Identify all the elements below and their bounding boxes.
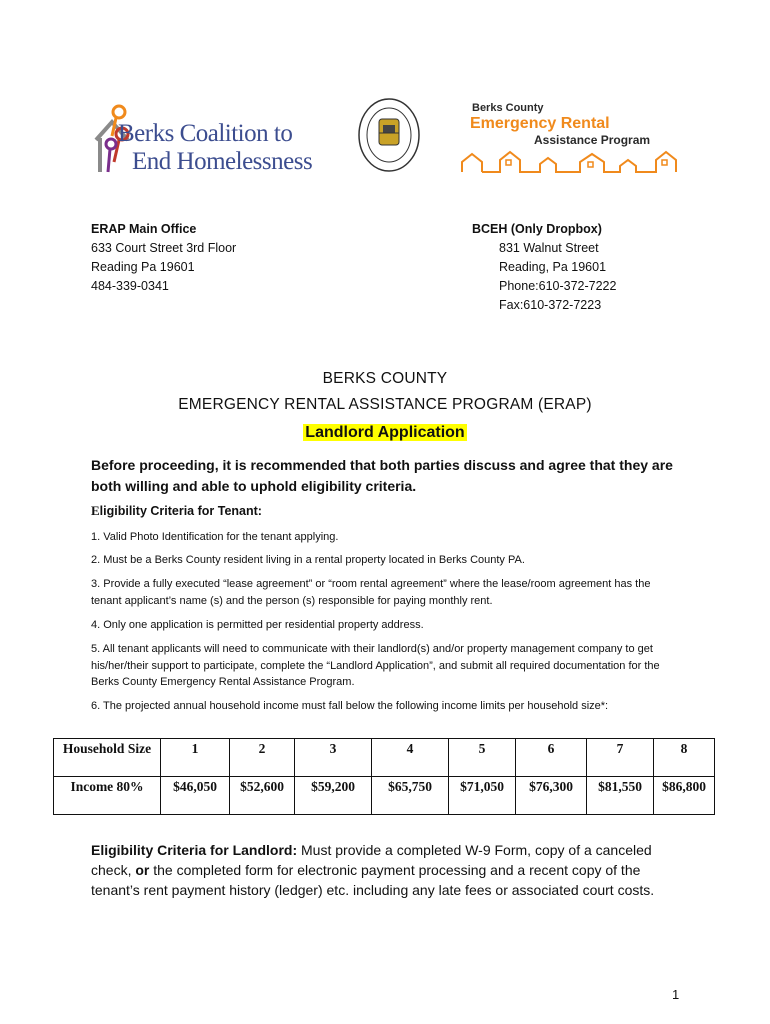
size-cell: 1: [161, 739, 230, 777]
form-title-text: Landlord Application: [305, 424, 465, 441]
form-title: [0, 424, 770, 442]
office-street: 633 Court Street 3rd Floor: [91, 241, 237, 255]
size-cell: 3: [295, 739, 372, 777]
income-limit-cell: $81,550: [587, 777, 654, 815]
intro-paragraph: Before proceeding, it is recommended that both parties discuss and agree that they are both willing and able to uphold eligibility criteria.: [91, 457, 673, 494]
tenant-criteria-heading-rest: ligibility Criteria for Tenant:: [99, 504, 262, 518]
size-cell: 4: [372, 739, 449, 777]
criteria-item-4: 4. Only one application is permitted per residential property address.: [91, 619, 424, 631]
page-number: 1: [672, 987, 680, 1002]
bceh-logo: [92, 100, 313, 180]
bceh-logo-line1: Berks Coalition to: [118, 120, 293, 147]
berks-county-seal: [357, 97, 421, 173]
landlord-criteria-text-b: the completed form for electronic payment processing and a recent copy of the tenant’s rent payment history (ledger) etc. including any late fees or associated court costs.: [91, 862, 655, 898]
income-limit-cell: $52,600: [230, 777, 295, 815]
dropbox-heading: BCEH (Only Dropbox): [472, 222, 602, 236]
landlord-criteria-paragraph: [91, 840, 691, 900]
income-limit-cell: $71,050: [449, 777, 516, 815]
county-seal-icon: [357, 97, 421, 173]
criteria-item-5: 5. All tenant applicants will need to communicate with their landlord(s) and/or property management company to get his/her/their support to participate, complete the “Landlord Application”, and submit all required documentation for the Berks County Emergency Rental Assistance Program.: [91, 643, 660, 688]
income-limit-cell: $65,750: [372, 777, 449, 815]
bceh-logo-line2: End Homelessness: [132, 148, 313, 175]
erap-logo-line3: Assistance Program: [534, 133, 651, 147]
size-cell: 7: [587, 739, 654, 777]
erap-logo-line1: Berks County: [472, 102, 544, 114]
size-cell: 6: [516, 739, 587, 777]
income-limit-cell: $76,300: [516, 777, 587, 815]
county-title: BERKS COUNTY: [322, 370, 448, 387]
income-limit-cell: $59,200: [295, 777, 372, 815]
income-limits-table: [53, 738, 715, 815]
criteria-item-1: 1. Valid Photo Identification for the tenant applying.: [91, 531, 339, 543]
criteria-item-6: 6. The projected annual household income must fall below the following income limits per household size*:: [91, 700, 609, 712]
dropbox-fax: Fax:610-372-7223: [499, 298, 602, 312]
household-size-label: Household Size: [54, 739, 161, 777]
erap-main-office: [91, 220, 236, 296]
bceh-dropbox-address: [472, 220, 616, 315]
tenant-criteria-heading: [91, 503, 262, 519]
landlord-criteria-or: or: [135, 862, 150, 878]
income-limit-cell: $46,050: [161, 777, 230, 815]
income-label: Income 80%: [54, 777, 161, 815]
erap-logo: [460, 102, 680, 174]
income-limit-row: [54, 777, 715, 815]
erap-logo-line2: Emergency Rental: [470, 115, 610, 132]
size-cell: 2: [230, 739, 295, 777]
dropbox-phone: Phone:610-372-7222: [499, 279, 617, 293]
houses-skyline-icon: [460, 148, 680, 174]
dropbox-city: Reading, Pa 19601: [499, 260, 607, 274]
office-phone: 484-339-0341: [91, 279, 169, 293]
income-limit-cell: $86,800: [654, 777, 715, 815]
office-city: Reading Pa 19601: [91, 260, 195, 274]
household-size-row: [54, 739, 715, 777]
size-cell: 8: [654, 739, 715, 777]
size-cell: 5: [449, 739, 516, 777]
landlord-criteria-text-a: Must provide a completed W-9 Form, copy of a canceled check,: [91, 842, 652, 878]
criteria-item-3: 3. Provide a fully executed “lease agreement” or “room rental agreement” where the lease/room agreement has the tenant applicant’s name (s) and the person (s) responsible for paying monthly rent.: [91, 578, 651, 607]
criteria-item-2: 2. Must be a Berks County resident living in a rental property located in Berks County PA.: [91, 554, 525, 566]
dropbox-street: 831 Walnut Street: [499, 241, 599, 255]
office-heading: ERAP Main Office: [91, 222, 197, 236]
program-title: EMERGENCY RENTAL ASSISTANCE PROGRAM (ERAP): [178, 396, 592, 413]
landlord-criteria-label: Eligibility Criteria for Landlord:: [91, 842, 298, 858]
tenant-criteria-heading-initial: E: [91, 503, 100, 518]
